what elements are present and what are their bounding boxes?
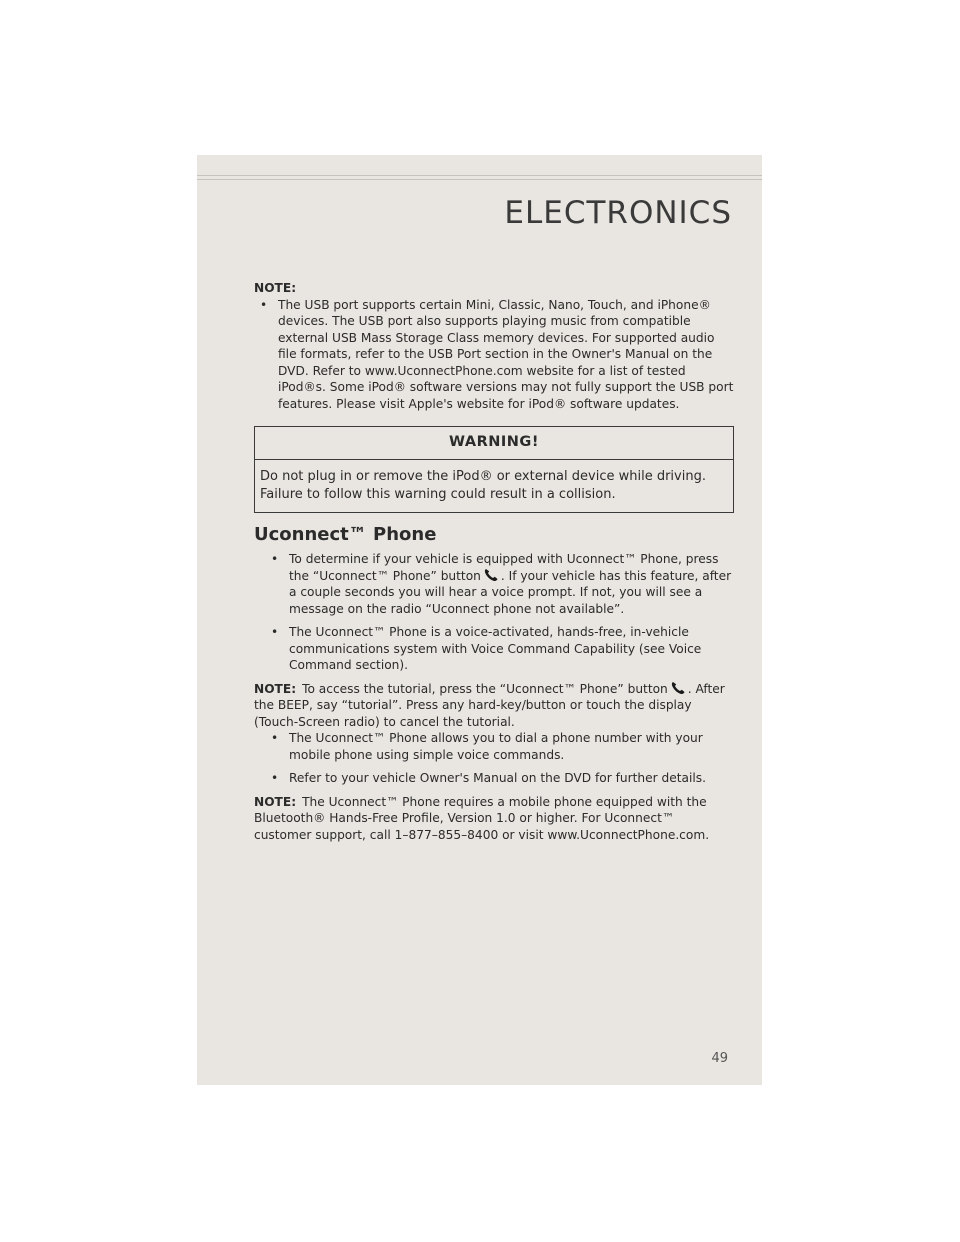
uconnect-bullet-3: • The Uconnect™ Phone allows you to dial a phone number with your mobile phone using simple voice commands. [271, 731, 703, 762]
phone-icon [670, 681, 686, 695]
uconnect-bullet-1: • To determine if your vehicle is equipped with Uconnect™ Phone, press the “Uconnect™ Phone” button . If your vehicle has this feature, after a couple seconds you will hear a voice prompt. If not, you will see a message on the radio “Uconnect phone not available”. [271, 552, 732, 616]
note-label: NOTE: [254, 281, 297, 295]
manual-page [197, 155, 762, 1085]
uconnect-bullet-4: • Refer to your vehicle Owner's Manual on the DVD for further details. [271, 771, 707, 785]
warning-box [254, 426, 734, 513]
warning-title: WARNING! [255, 427, 733, 460]
usb-note-bullet: • The USB port supports certain Mini, Classic, Nano, Touch, and iPhone® devices. The USB port also supports playing music from compatible external USB Mass Storage Class memory devices. For supported audio file formats, refer to the USB Port section in the Owner's Manual on the DVD. Refer to www.UconnectPhone.com website for a list of tested iPod®s. Some iPod® software versions may not fully support the USB port features. Please visit Apple's website for iPod® software updates. [260, 297, 734, 411]
note-label: NOTE: [254, 681, 297, 696]
section-title: ELECTRONICS [504, 195, 732, 231]
page-number: 49 [711, 1051, 728, 1066]
bluetooth-note: NOTE: The Uconnect™ Phone requires a mobile phone equipped with the Bluetooth® Hands-Free Profile, Version 1.0 or higher. For Uconnect™ customer support, call 1–877–855–8400 or visit www.UconnectPhone.com. [254, 794, 710, 842]
warning-text: Do not plug in or remove the iPod® or external device while driving. Failure to follow this warning could result in a collision. [260, 468, 706, 502]
note-label: NOTE: [254, 794, 297, 809]
header-rule-top [197, 175, 762, 176]
uconnect-heading: Uconnect™ Phone [254, 523, 437, 545]
usb-note-text: The USB port supports certain Mini, Classic, Nano, Touch, and iPhone® devices. The USB port also supports playing music from compatible external USB Mass Storage Class memory devices. For supported audio file formats, refer to the USB Port section in the Owner's Manual on the DVD. Refer to www.UconnectPhone.com website for a list of tested iPod®s. Some iPod® software versions may not fully support the USB port features. Please visit Apple's website for iPod® software updates. [278, 297, 734, 411]
uconnect-bullet-2: • The Uconnect™ Phone is a voice-activated, hands-free, in-vehicle communications system with Voice Command Capability (see Voice Command section). [271, 625, 702, 672]
phone-icon [483, 568, 499, 582]
tutorial-note: NOTE: To access the tutorial, press the “Uconnect™ Phone” button . After the BEEP, say “tutorial”. Press any hard-key/button or touch the display (Touch-Screen radio) to cancel the tutorial. [254, 681, 725, 729]
page-content [254, 280, 734, 843]
header-rule-bottom [197, 179, 762, 180]
